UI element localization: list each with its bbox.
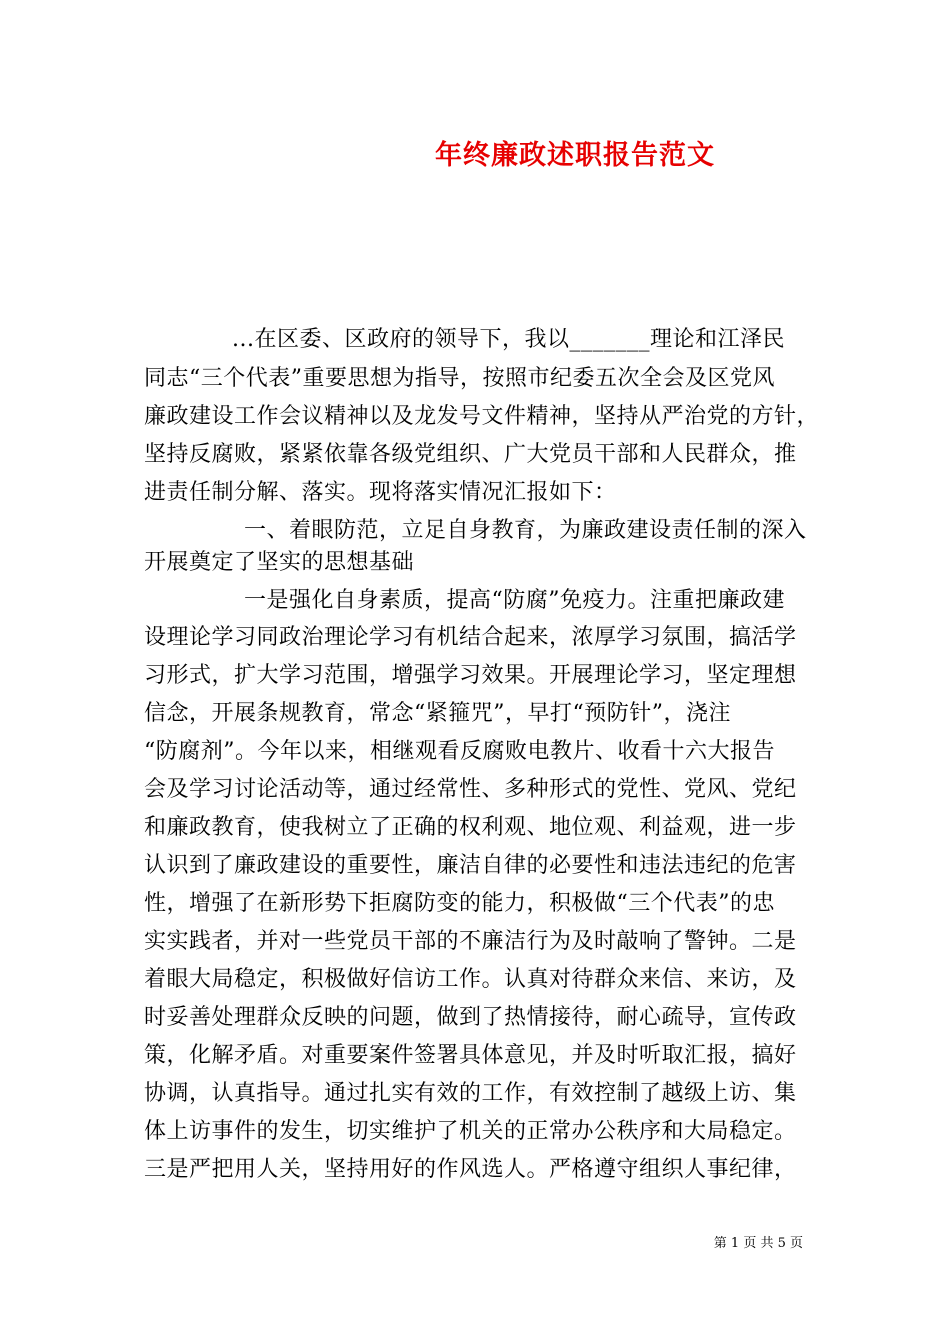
- body-line: “防腐剂”。今年以来，相继观看反腐败电教片、收看十六大报告: [144, 739, 775, 764]
- body-line: 体上访事件的发生，切实维护了机关的正常办公秩序和大局稳定。: [144, 1119, 797, 1144]
- body-line: 会及学习讨论活动等，通过经常性、多种形式的党性、党风、党纪: [144, 777, 797, 802]
- body-line: 认识到了廉政建设的重要性，廉洁自律的必要性和违法违纪的危害: [144, 853, 797, 878]
- body-line: 实实践者，并对一些党员干部的不廉洁行为及时敲响了警钟。二是: [144, 929, 797, 954]
- section-heading: 开展奠定了坚实的思想基础: [144, 550, 415, 575]
- body-line: 协调，认真指导。通过扎实有效的工作，有效控制了越级上访、集: [144, 1081, 797, 1106]
- body-line: 廉政建设工作会议精神以及龙发号文件精神，坚持从严治党的方针，: [144, 404, 820, 429]
- body-line: 坚持反腐败，紧紧依靠各级党组织、广大党员干部和人民群众，推: [144, 442, 797, 467]
- body-line: 性，增强了在新形势下拒腐防变的能力，积极做“三个代表”的忠: [144, 891, 775, 916]
- body-line: 一是强化自身素质，提高“防腐”免疫力。注重把廉政建: [244, 588, 785, 613]
- body-line: 进责任制分解、落实。现将落实情况汇报如下：: [144, 480, 617, 505]
- body-line: ...在区委、区政府的领导下，我以_______理论和江泽民: [232, 327, 785, 352]
- body-line: 信念，开展条规教育，常念“紧箍咒”，早打“预防针”，浇注: [144, 701, 731, 726]
- section-heading: 一、着眼防范，立足自身教育，为廉政建设责任制的深入: [244, 518, 807, 543]
- body-line: 和廉政教育，使我树立了正确的权利观、地位观、利益观，进一步: [144, 815, 797, 840]
- body-line: 三是严把用人关，坚持用好的作风选人。严格遵守组织人事纪律，: [144, 1157, 797, 1182]
- document-title: 年终廉政述职报告范文: [435, 140, 715, 171]
- body-line: 习形式，扩大学习范围，增强学习效果。开展理论学习，坚定理想: [144, 663, 797, 688]
- body-line: 时妥善处理群众反映的问题，做到了热情接待，耐心疏导，宣传政: [144, 1005, 797, 1030]
- body-line: 着眼大局稳定，积极做好信访工作。认真对待群众来信、来访，及: [144, 967, 797, 992]
- body-line: 策，化解矛盾。对重要案件签署具体意见，并及时听取汇报，搞好: [144, 1043, 797, 1068]
- page-number: 第 1 页 共 5 页: [713, 1236, 803, 1251]
- body-line: 设理论学习同政治理论学习有机结合起来，浓厚学习氛围，搞活学: [144, 625, 797, 650]
- body-line: 同志“三个代表”重要思想为指导，按照市纪委五次全会及区党风: [144, 366, 775, 391]
